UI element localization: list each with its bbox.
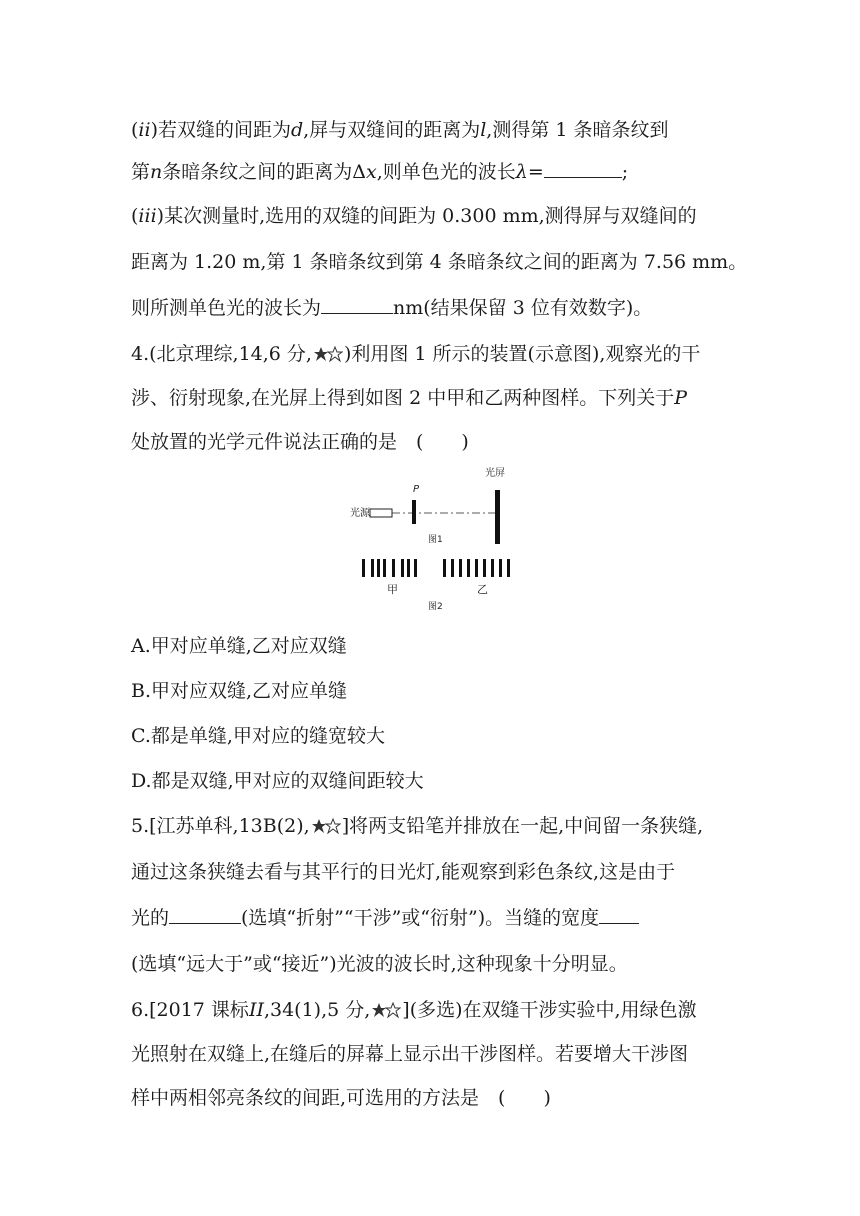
difficulty-star-icon	[311, 818, 341, 834]
pattern-yi	[443, 559, 510, 577]
text-line: 光照射在双缝上,在缝后的屏幕上显示出干涉图样。若要增大干涉图	[131, 1043, 689, 1065]
text-line: 处放置的光学元件说法正确的是 ( )	[131, 431, 469, 453]
text-line: 涉、衍射现象,在光屏上得到如图 2 中甲和乙两种图样。下列关于P	[131, 387, 688, 409]
answer-blank	[169, 905, 241, 924]
text-line: 距离为 1.20 m,第 1 条暗条纹到第 4 条暗条纹之间的距离为 7.56 mm。	[131, 251, 748, 273]
difficulty-star-icon	[371, 1002, 401, 1018]
question-6-stem: 6.[2017 课标II,34(1),5 分, ](多选)在双缝干涉实验中,用绿色激	[131, 999, 697, 1021]
option-c: C.都是单缝,甲对应的缝宽较大	[131, 725, 385, 747]
answer-blank	[544, 159, 622, 178]
answer-blank	[599, 905, 639, 924]
experiment-figure	[330, 462, 530, 622]
P-label: P	[413, 484, 420, 495]
answer-blank	[321, 295, 393, 314]
pattern-jia	[362, 559, 417, 577]
screen	[495, 490, 500, 544]
text-line: 样中两相邻亮条纹的间距,可选用的方法是 ( )	[131, 1087, 551, 1109]
element-P	[412, 500, 416, 524]
option-a: A.甲对应单缝,乙对应双缝	[131, 635, 347, 657]
text-line: 则所测单色光的波长为 nm(结果保留 3 位有效数字)。	[131, 297, 653, 319]
text-line: 第n条暗条纹之间的距离为Δx,则单色光的波长λ= ;	[131, 161, 629, 183]
text-line: 光的 (选填“折射”“干涉”或“衍射”)。当缝的宽度	[131, 904, 731, 932]
jia-label: 甲	[387, 583, 398, 596]
fig2-caption: 图2	[428, 602, 443, 612]
light-source-label: 光源	[350, 508, 370, 519]
question-4-stem: 4.(北京理综,14,6 分, )利用图 1 所示的装置(示意图),观察光的干	[131, 343, 701, 365]
fig1-caption: 图1	[428, 535, 443, 545]
screen-label: 光屏	[485, 468, 505, 479]
option-d: D.都是双缝,甲对应的双缝间距较大	[131, 770, 424, 792]
text-line: 通过这条狭缝去看与其平行的日光灯,能观察到彩色条纹,这是由于	[131, 861, 676, 883]
option-b: B.甲对应双缝,乙对应单缝	[131, 680, 348, 702]
question-5-stem: 5.[江苏单科,13B(2), ]将两支铅笔并排放在一起,中间留一条狭缝,	[131, 815, 704, 837]
difficulty-star-icon	[313, 346, 343, 362]
text-line: (选填“远大于”或“接近”)光波的波长时,这种现象十分明显。	[131, 953, 628, 975]
text-line: (ii)若双缝的间距为d,屏与双缝间的距离为l,测得第 1 条暗条纹到	[131, 119, 669, 141]
light-source	[370, 509, 392, 517]
text-line: (iii)某次测量时,选用的双缝的间距为 0.300 mm,测得屏与双缝间的	[131, 205, 697, 227]
yi-label: 乙	[477, 583, 488, 596]
